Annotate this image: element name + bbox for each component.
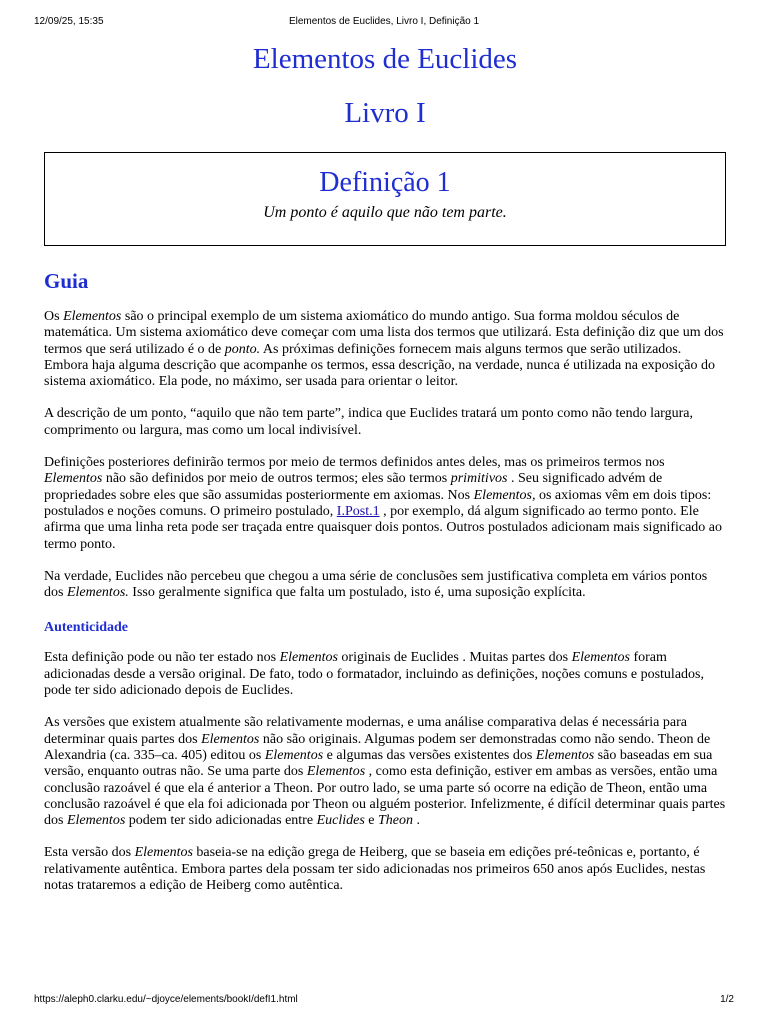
page-title: Elementos de Euclides: [252, 43, 518, 75]
definition-box: [44, 152, 726, 246]
print-page-number: 1/2: [720, 994, 734, 1005]
print-page-title: Elementos de Euclides, Livro I, Definição 1: [288, 16, 480, 27]
authenticity-paragraph-1: Esta definição pode ou não ter estado nos Elementos originais de Euclides . Muitas partes dos Elementos foram adicionadas desde a versão original. De fato, todo o formatador, incluindo as definições, noções comuns e postulados, pode ter sido adicionado depois de Euclides.: [44, 650, 704, 699]
print-header: [34, 16, 734, 30]
authenticity-heading: Autenticidade: [44, 620, 128, 636]
guide-paragraph-1: Os Elementos são o principal exemplo de um sistema axiomático do mundo antigo. Sua forma moldou séculos de matemática. Um sistema axiomático deve começar com uma lista dos termos que utilizará. Esta definição diz que um dos termos que será utilizado é o de ponto. As próximas definições fornecem mais alguns termos que serão utilizados. Embora haja alguma descrição que acompanhe os termos, essa descrição, na verdade, nunca é utilizada na exposição do sistema axiomático. Ela pode, no máximo, ser usada para orientar o leitor.: [44, 309, 724, 390]
guide-paragraph-2: A descrição de um ponto, “aquilo que não tem parte”, indica que Euclides tratará um ponto como não tendo largura, comprimento ou largura, mas como um local indivisível.: [44, 406, 693, 438]
guide-paragraph-3: Definições posteriores definirão termos por meio de termos definidos antes deles, mas os primeiros termos nos Elementos não são definidos por meio de outros termos; eles são termos primitivos . Seu significado advém de propriedades sobre eles que são assumidas posteriormente em axiomas. Nos Elementos, os axiomas vêm em dois tipos: postulados e noções comuns. O primeiro postulado, I.Post.1 , por exemplo, dá algum significado ao termo ponto. Ele afirma que uma linha reta pode ser traçada entre quaisquer dois pontos. Outros postulados adicionam mais significado ao termo ponto.: [44, 455, 723, 552]
authenticity-paragraph-2: As versões que existem atualmente são relativamente modernas, e uma análise comparativa delas é necessária para determinar quais partes dos Elementos não são originais. Algumas podem ser demonstradas como não sendo. Theon de Alexandria (ca. 335–ca. 405) editou os Elementos e algumas das versões existentes dos Elementos são baseadas em sua versão, enquanto outras não. Se uma parte dos Elementos , como esta definição, estiver em ambas as versões, então uma conclusão razoável é que ela é anterior a Theon. Por outro lado, se uma parte só ocorre na edição de Theon, então uma conclusão razoável é que ela foi adicionada por Theon ou alguém posterior. Infelizmente, é difícil determinar quais partes dos Elementos podem ter sido adicionadas entre Euclides e Theon .: [44, 715, 726, 829]
definition-text: Um ponto é aquilo que não tem parte.: [263, 204, 507, 221]
postulate-link[interactable]: I.Post.1: [336, 503, 380, 519]
print-footer: [34, 994, 734, 1008]
print-url: https://aleph0.clarku.edu/~djoyce/elements/bookI/defI1.html: [34, 994, 298, 1005]
document-content: [44, 38, 726, 894]
definition-title: Definição 1: [319, 167, 451, 198]
guide-paragraph-4: Na verdade, Euclides não percebeu que chegou a uma série de conclusões sem justificativa completa em vários pontos dos Elementos. Isso geralmente significa que falta um postulado, isto é, uma suposição explícita.: [44, 568, 708, 601]
print-datetime: 12/09/25, 15:35: [34, 16, 104, 27]
authenticity-paragraph-3: Esta versão dos Elementos baseia-se na edição grega de Heiberg, que se baseia em edições pré-teônicas e, portanto, é relativamente autêntica. Embora partes dela possam ter sido adicionadas nos primeiros 650 anos após Euclides, nestas notas trataremos a edição de Heiberg como autêntica.: [44, 845, 706, 894]
guide-heading: Guia: [44, 269, 89, 293]
book-title: Livro I: [344, 97, 426, 129]
